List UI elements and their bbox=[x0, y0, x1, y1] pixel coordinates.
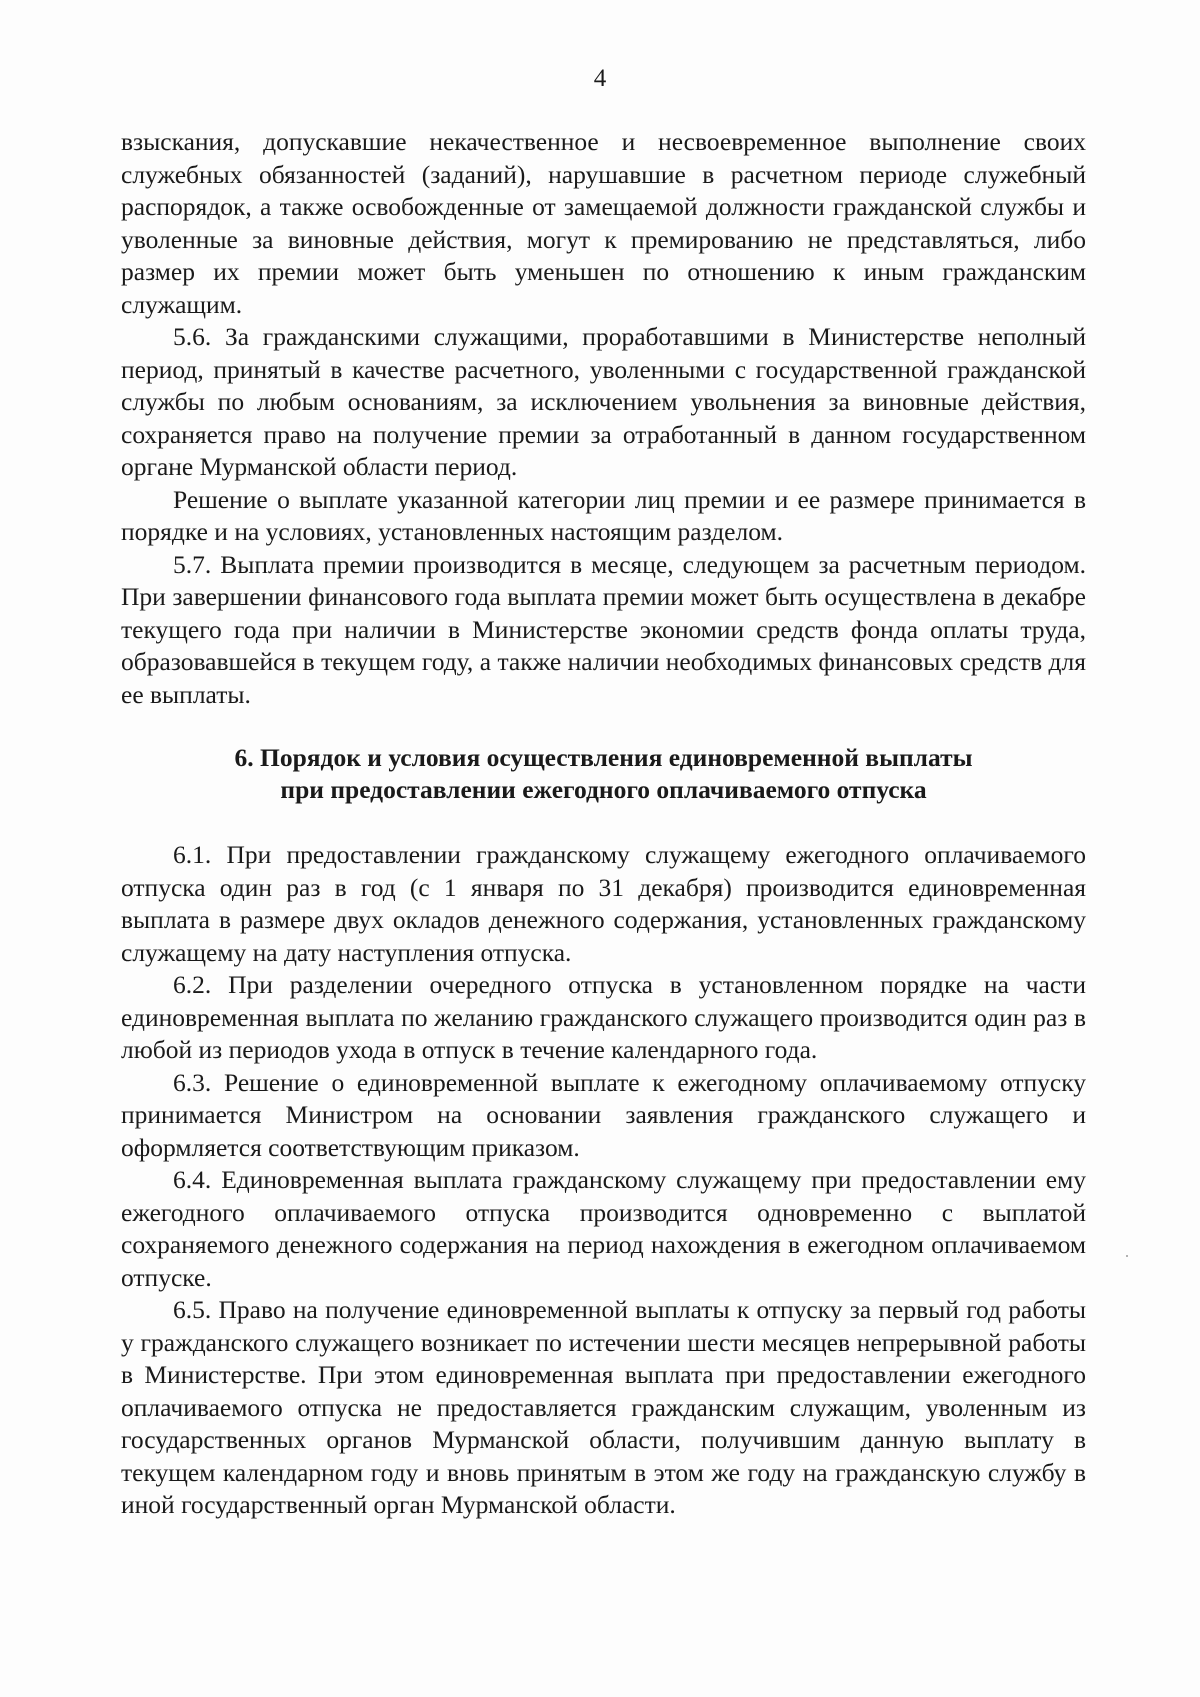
text-block-section-6 bbox=[121, 839, 1086, 1522]
paragraph-6-4: 6.4. Единовременная выплата гражданскому служащему при предоставлении ему ежегодного оплачиваемого отпуска производится одновременно с выплатой сохраняемого денежного содержания на период нахождения в ежегодном оплачиваемом отпуске. bbox=[121, 1165, 1086, 1292]
paragraph-6-5: 6.5. Право на получение единовременной выплаты к отпуску за первый год работы у гражданского служащего возникает по истечении шести месяцев непрерывной работы в Министерстве. При этом единовременная выплата при предоставлении ежегодного оплачиваемого отпуска не предоставляется гражданским служащим, уволенным из государственных органов Мурманской области, получившим данную выплату в текущем календарном году и вновь принятым в этом же году на гражданскую службу в иной государственный орган Мурманской области. bbox=[121, 1295, 1086, 1519]
section-6-heading bbox=[121, 742, 1086, 806]
paragraph-continuation: взыскания, допускавшие некачественное и несвоевременное выполнение своих служебных обязанностей (заданий), нарушавшие в расчетном периоде служебный распорядок, а также освобожденные от замещаемой должности гражданской службы и уволенные за виновные действия, могут к премированию не представляться, либо размер их премии может быть уменьшен по отношению к иным гражданским служащим. bbox=[121, 127, 1086, 319]
section-heading-line-1: 6. Порядок и условия осуществления единовременной выплаты bbox=[234, 743, 973, 772]
text-block-section-5 bbox=[121, 126, 1086, 711]
page-number: 4 bbox=[593, 65, 607, 92]
paragraph-5-7: 5.7. Выплата премии производится в месяце, следующем за расчетным периодом. При завершении финансового года выплата премии может быть осуществлена в декабре текущего года при наличии в Министерстве экономии средств фонда оплаты труда, образовавшейся в текущем году, а также наличии необходимых финансовых средств для ее выплаты. bbox=[121, 549, 1086, 709]
scan-speck bbox=[1126, 1255, 1128, 1257]
paragraph-5-6: 5.6. За гражданскими служащими, проработавшими в Министерстве неполный период, принятый в качестве расчетного, уволенными с государственной гражданской службы по любым основаниям, за исключением увольнения за виновные действия, сохраняется право на получение премии за отработанный в данном государственном органе Мурманской области период. bbox=[121, 322, 1086, 481]
section-heading-line-2: при предоставлении ежегодного оплачиваемого отпуска bbox=[280, 775, 927, 804]
paragraph-6-2: 6.2. При разделении очередного отпуска в установленном порядке на части единовременная выплата по желанию гражданского служащего производится один раз в любой из периодов ухода в отпуск в течение календарного года. bbox=[121, 970, 1086, 1064]
paragraph-6-1: 6.1. При предоставлении гражданскому служащему ежегодного оплачиваемого отпуска один раз в год (с 1 января по 31 декабря) производится единовременная выплата в размере двух окладов денежного содержания, установленных гражданскому служащему на дату наступления отпуска. bbox=[121, 840, 1086, 967]
paragraph-5-6-decision: Решение о выплате указанной категории лиц премии и ее размере принимается в порядке и на условиях, установленных настоящим разделом. bbox=[121, 484, 1086, 546]
paragraph-6-3: 6.3. Решение о единовременной выплате к ежегодному оплачиваемому отпуску принимается Министром на основании заявления гражданского служащего и оформляется соответствующим приказом. bbox=[121, 1067, 1086, 1162]
